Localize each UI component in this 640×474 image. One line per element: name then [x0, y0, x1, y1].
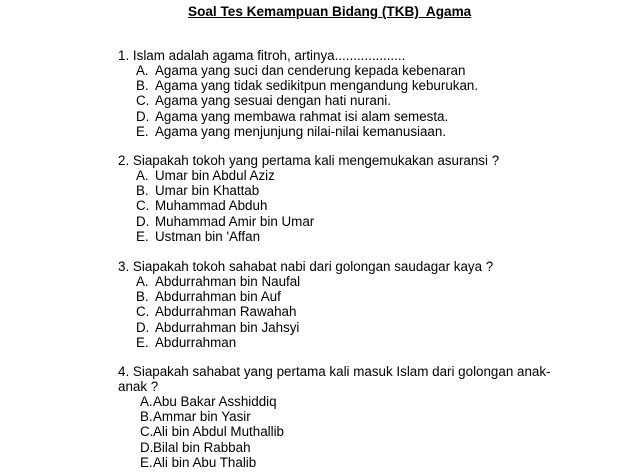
- question-number: 1.: [118, 48, 130, 63]
- option-b: [140, 409, 558, 424]
- option-e: [136, 335, 558, 350]
- option-a: [136, 274, 558, 289]
- option-b: [136, 78, 558, 93]
- option-letter: D.: [136, 213, 150, 229]
- option-text: Ali bin Abdul Muthallib: [153, 424, 285, 440]
- option-b: [136, 183, 558, 198]
- option-d: [136, 214, 558, 229]
- option-list: [118, 168, 558, 244]
- option-letter: C.: [140, 424, 154, 440]
- option-letter: A.: [136, 274, 149, 289]
- option-text: Bilal bin Rabbah: [153, 439, 251, 455]
- option-d: [136, 320, 558, 335]
- option-letter: A.: [140, 394, 153, 409]
- option-c: [136, 198, 558, 213]
- option-list: [118, 63, 558, 139]
- option-text: Agama yang membawa rahmat isi alam semesta.: [155, 108, 449, 124]
- option-text: Abdurrahman: [155, 334, 237, 350]
- option-text: Abdurrahman Rawahah: [155, 304, 297, 320]
- question-4: [118, 364, 558, 470]
- question-number: 3.: [118, 259, 130, 274]
- option-text: Abu Bakar Asshiddiq: [153, 394, 277, 409]
- question-number: 2.: [118, 153, 130, 168]
- page-title: Soal Tes Kemampuan Bidang (TKB) Agama: [188, 4, 472, 19]
- question-stem: [118, 48, 558, 63]
- option-letter: E.: [136, 123, 149, 139]
- option-letter: A.: [136, 168, 149, 183]
- option-list: [118, 274, 558, 350]
- option-letter: C.: [136, 198, 150, 214]
- option-text: Ustman bin 'Affan: [155, 228, 261, 244]
- option-a: [140, 394, 558, 409]
- option-letter: D.: [140, 439, 154, 455]
- option-e: [140, 455, 558, 470]
- option-text: Agama yang suci dan cenderung kepada kebenaran: [155, 63, 466, 78]
- option-d: [140, 440, 558, 455]
- option-text: Agama yang menjunjung nilai-nilai kemanusiaan.: [155, 123, 447, 139]
- question-stem: [118, 364, 558, 394]
- option-text: Abdurrahman bin Auf: [155, 289, 281, 305]
- option-d: [136, 109, 558, 124]
- option-letter: B.: [140, 409, 153, 425]
- option-letter: D.: [136, 319, 150, 335]
- question-1: [118, 48, 558, 139]
- question-stem: [118, 259, 558, 274]
- option-letter: E.: [140, 454, 153, 470]
- option-letter: E.: [136, 334, 149, 350]
- option-letter: C.: [136, 304, 150, 320]
- option-text: Abdurrahman bin Naufal: [155, 274, 301, 289]
- option-text: Umar bin Abdul Aziz: [155, 168, 275, 183]
- question-2: [118, 153, 558, 244]
- option-text: Agama yang tidak sedikitpun mengandung keburukan.: [155, 78, 479, 94]
- option-text: Umar bin Khattab: [155, 183, 260, 199]
- option-text: Muhammad Abduh: [155, 198, 268, 214]
- option-text: Muhammad Amir bin Umar: [155, 213, 315, 229]
- option-list: [118, 394, 558, 470]
- question-number: 4.: [118, 364, 130, 379]
- option-letter: C.: [136, 93, 150, 109]
- question-3: [118, 259, 558, 350]
- option-letter: E.: [136, 228, 149, 244]
- question-text: Siapakah tokoh yang pertama kali mengemukakan asuransi ?: [132, 153, 500, 168]
- option-e: [136, 229, 558, 244]
- option-letter: A.: [136, 63, 149, 78]
- question-text: Siapakah sahabat yang pertama kali masuk Islam dari golongan anak-: [132, 364, 551, 379]
- option-letter: D.: [136, 108, 150, 124]
- option-c: [136, 93, 558, 108]
- option-a: [136, 63, 558, 78]
- option-letter: B.: [136, 183, 149, 199]
- question-text: Siapakah tokoh sahabat nabi dari golongan saudagar kaya ?: [132, 259, 494, 274]
- option-letter: B.: [136, 289, 149, 305]
- option-letter: B.: [136, 78, 149, 94]
- option-text: Abdurrahman bin Jahsyi: [155, 319, 300, 335]
- question-text-continuation: anak ?: [118, 379, 159, 394]
- option-text: Agama yang sesuai dengan hati nurani.: [155, 93, 391, 109]
- option-b: [136, 289, 558, 304]
- option-text: Ali bin Abu Thalib: [153, 454, 257, 470]
- option-e: [136, 124, 558, 139]
- question-text: Islam adalah agama fitroh, artinya...................: [132, 48, 406, 63]
- question-stem: [118, 153, 558, 168]
- option-c: [136, 304, 558, 319]
- option-text: Ammar bin Yasir: [153, 409, 251, 425]
- option-a: [136, 168, 558, 183]
- option-c: [140, 424, 558, 439]
